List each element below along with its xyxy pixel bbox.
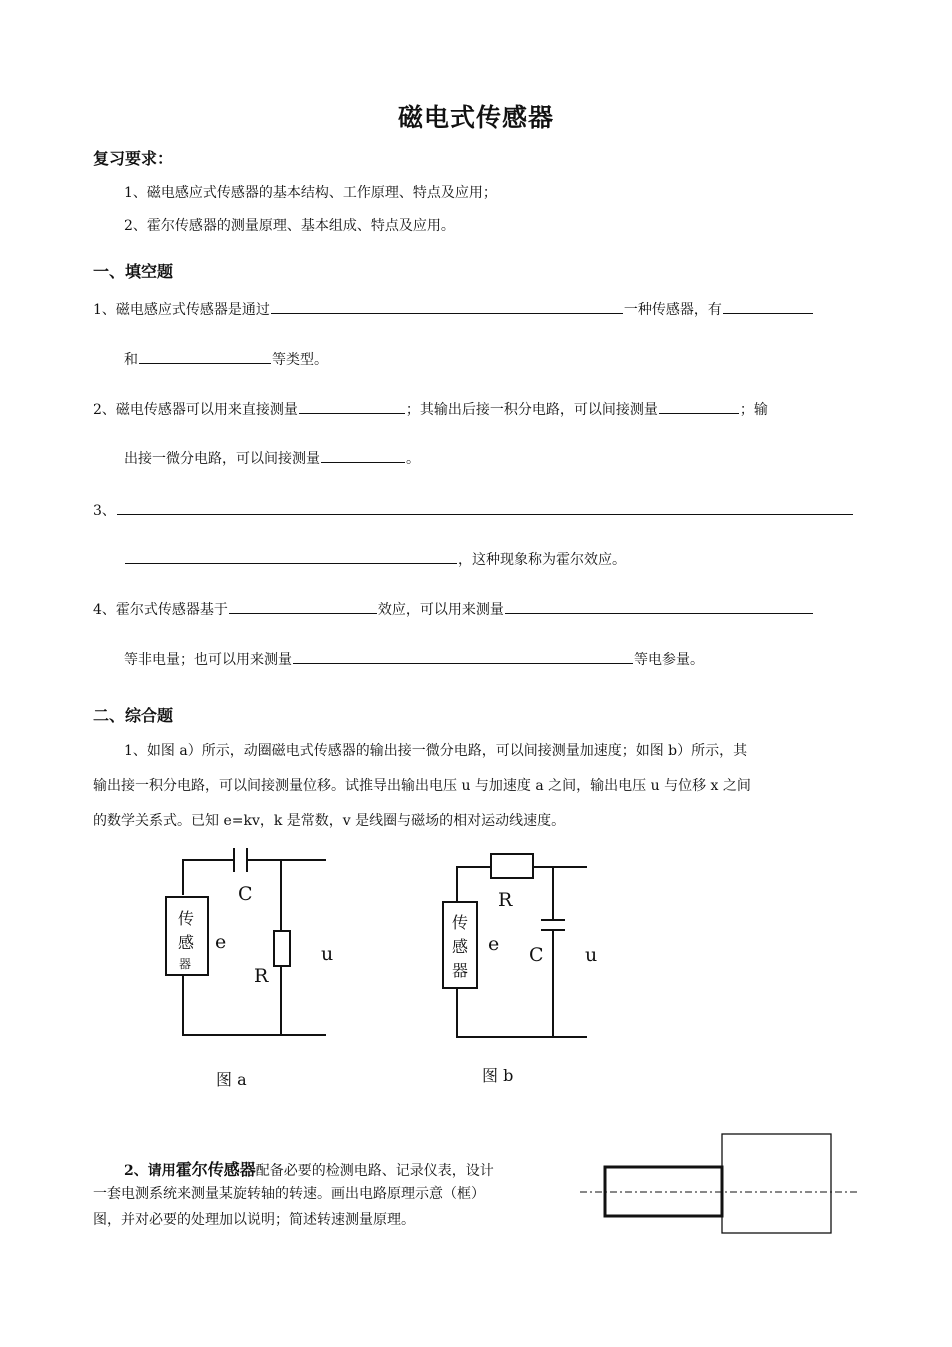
fig-b-sensor-char-2: 感: [452, 937, 469, 956]
q2-text-b: ；其输出后接一积分电路，可以间接测量: [405, 402, 658, 418]
q1-text-a: 1、磁电感应式传感器是通过: [93, 302, 270, 318]
q4-text-d: 等电参量。: [634, 652, 704, 668]
q4-text-b: 效应，可以用来测量: [377, 602, 504, 618]
question-4-line-1: [93, 599, 814, 619]
fig-a-label-u: u: [321, 943, 334, 965]
problem-2-line-1: [124, 1157, 494, 1180]
circuit-figure-b: [430, 840, 610, 1090]
q3-text-b: ，这种现象称为霍尔效应。: [458, 552, 626, 568]
review-heading: 复习要求：: [93, 149, 174, 168]
q3-blank-1[interactable]: [117, 500, 853, 515]
fig-a-sensor-char-3: 器: [179, 957, 192, 971]
question-1-line-1: [93, 299, 814, 319]
q2-text-e: 。: [406, 451, 420, 467]
comp-section-heading: 二、综合题: [93, 706, 174, 725]
question-3-line-1: [93, 500, 854, 520]
q1-text-c: 和: [124, 352, 138, 368]
page-title: 磁电式传感器: [397, 103, 554, 132]
shaft-housing: [722, 1134, 831, 1233]
circuit-figure-a: [150, 840, 350, 1090]
q4-text-c: 等非电量；也可以用来测量: [124, 652, 292, 668]
q3-blank-2[interactable]: [125, 549, 457, 564]
fig-a-label-r: R: [254, 965, 269, 987]
q2-text-d: 出接一微分电路，可以间接测量: [124, 451, 320, 467]
fig-b-sensor-char-3: 器: [452, 961, 469, 980]
problem-2-line-2: 一套电测系统来测量某旋转轴的转速。画出电路原理示意（框）: [93, 1186, 485, 1202]
fig-b-sensor-char-1: 传: [452, 913, 469, 932]
problem-2-bold-term: 霍尔传感器: [175, 1160, 256, 1179]
fig-b-label-c: C: [529, 944, 544, 966]
problem-2-prefix: 2、请用: [124, 1163, 176, 1179]
question-2-line-1: [93, 399, 768, 419]
q1-blank-3[interactable]: [139, 349, 271, 364]
problem-1-line-3: 的数学关系式。已知 e=kv，k 是常数，v 是线圈与磁场的相对运动线速度。: [93, 813, 566, 829]
fig-a-label-e: e: [215, 931, 227, 953]
q2-text-c: ；输: [739, 402, 768, 418]
fig-a-label-c: C: [238, 883, 253, 905]
question-3-line-2: [124, 549, 626, 569]
rotating-shaft-figure: [575, 1125, 865, 1240]
q2-text-a: 2、磁电传感器可以用来直接测量: [93, 402, 298, 418]
q4-blank-1[interactable]: [229, 599, 377, 614]
problem-2-line-1-rest: 配备必要的检测电路、记录仪表，设计: [255, 1163, 494, 1179]
q4-text-a: 4、霍尔式传感器基于: [93, 602, 228, 618]
q1-text-d: 等类型。: [272, 352, 328, 368]
problem-1-line-2: 输出接一积分电路，可以间接测量位移。试推导出输出电压 u 与加速度 a 之间，输出电压 u 与位移 x 之间: [93, 778, 751, 794]
question-4-line-2: [124, 649, 704, 669]
q2-blank-2[interactable]: [659, 399, 739, 414]
fig-a-sensor-char-2: 感: [178, 933, 195, 952]
problem-2-line-3: 图，并对必要的处理加以说明；简述转速测量原理。: [93, 1212, 415, 1228]
q1-blank-2[interactable]: [723, 299, 813, 314]
q1-text-b: 一种传感器，有: [623, 302, 722, 318]
question-2-line-2: [124, 448, 420, 468]
q3-text-a: 3、: [93, 503, 116, 519]
q1-blank-1[interactable]: [271, 299, 623, 314]
fig-b-label-e: e: [488, 933, 500, 955]
fig-b-caption: 图 b: [482, 1066, 514, 1085]
q4-blank-2[interactable]: [505, 599, 813, 614]
fig-a-caption: 图 a: [216, 1070, 247, 1089]
review-item-2: 2、霍尔传感器的测量原理、基本组成、特点及应用。: [124, 218, 455, 234]
q2-blank-1[interactable]: [299, 399, 405, 414]
fig-b-label-u: u: [585, 944, 598, 966]
q4-blank-3[interactable]: [293, 649, 633, 664]
review-item-1: 1、磁电感应式传感器的基本结构、工作原理、特点及应用；: [124, 185, 497, 201]
fig-a-sensor-char-1: 传: [178, 909, 195, 928]
q2-blank-3[interactable]: [321, 448, 405, 463]
fill-section-heading: 一、填空题: [93, 262, 174, 281]
fig-b-label-r: R: [498, 889, 513, 911]
problem-1-line-1: 1、如图 a）所示，动圈磁电式传感器的输出接一微分电路，可以间接测量加速度；如图 b）所示，其: [124, 743, 748, 759]
question-1-line-2: [124, 349, 328, 369]
